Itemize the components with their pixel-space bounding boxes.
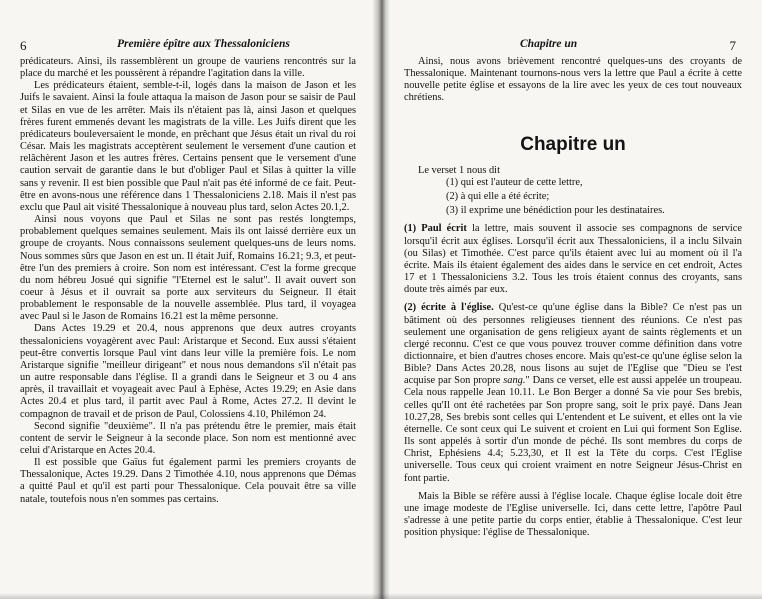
left-page xyxy=(0,0,378,599)
section-2-paragraph xyxy=(404,302,742,484)
right-page-number: 7 xyxy=(729,38,736,53)
list-item: (3) il exprime une bénédiction pour les destinataires. xyxy=(446,205,665,217)
paragraph: Il est possible que Gaïus fut également parmi les premiers croyants de Thessalonique, Actes 19.29. Dans 2 Timothée 4.10, nous apprenons que Démas a quitté Paul et qu'il est parti pour Thessalonique. Cela pouvait être sa ville natale, toutefois nous n'en sommes pas certains. xyxy=(20,457,356,505)
verse-intro: Le verset 1 nous dit xyxy=(418,164,500,176)
section-2-italic: sang. xyxy=(503,375,526,387)
right-page xyxy=(378,0,762,599)
paragraph: Dans Actes 19.29 et 20.4, nous apprenons que deux autres croyants thessaloniciens voyagèrent avec Paul: Aristarque et Second. Eux aussi s'étaient peut-être convertis lorsque Paul vint dans leur ville la première fois. Le nom Aristarque signifie "meilleur dirigeant" et nous nous demandons s'il n'était pas un autre responsable dans l'église. Il a grandi dans le Seigneur et 3 ou 4 ans après, il travaillait et voyageait avec Paul à Ephèse, Actes 19.29; en Asie dans Actes 20.4 et plus tard, il partit avec Paul à Rome, Actes 27.2. Il devint le compagnon de travail et de prison de Paul, Colossiens 4.10, Philémon 24. xyxy=(20,323,356,420)
paragraph: prédicateurs. Ainsi, ils rassemblèrent un groupe de vauriens rencontrés sur la place du marché et les poussèrent à répandre l'agitation dans la ville. xyxy=(20,56,356,80)
left-page-body xyxy=(20,56,356,506)
section-1-text: la lettre, mais souvent il associe ses compagnons de service lorsqu'il écrit aux églises. Lorsqu'il écrit aux Thessaloniciens, il a inclu Silvain (ou Silas) et Timothée. C'est parce qu'ils étaient avec lui au moment où il l'a écrite. Mais ils étaient également des aides dans le service en cet endroit, Actes 17 et 1 Thessaloniciens 3.2. Tous les trois étaient connus des croyants, sans doute très aimés par eux. xyxy=(404,223,743,296)
section-1-label: (1) Paul écrit xyxy=(404,223,467,235)
paragraph: Ainsi nous voyons que Paul et Silas ne sont pas restés longtemps, probablement quelques semaines seulement. Mais ils ont laissé derrière eux un groupe de croyants. Nous connaissons seulement quelques-uns de leurs noms. Nous sommes sûrs que Jason en est un. Il était Juif, Romains 16.21; 9.3, et peut-être l'un des premiers à croire. Son nom est intéressant. C'est la forme grecque du nom hébreu Josué qui signifie "l'Eternel est le salut". Il avait ouvert son coeur à Jésus et il ouvrait sa porte aux serviteurs du Seigneur. Il était probablement le responsable de la nouvelle assemblée. Plus tard, il voyagea avec Paul si le Jason de Romains 16.21 est la même personne. xyxy=(20,214,356,323)
list-item: (1) qui est l'auteur de cette lettre, xyxy=(446,176,583,188)
right-page-body xyxy=(404,56,742,539)
intro-paragraph: Ainsi, nous avons brièvement rencontré quelques-uns des croyants de Thessalonique. Maintenant tournons-nous vers la lettre que Paul a écrite à cette nouvelle petite église et essayons de la lire avec les yeux de ces tout nouveaux chrétiens. xyxy=(404,56,742,104)
left-running-title: Première épître aux Thessaloniciens xyxy=(117,38,290,50)
book-gutter xyxy=(372,0,390,599)
right-running-title: Chapitre un xyxy=(520,38,578,50)
chapter-heading: Chapitre un xyxy=(520,133,626,155)
section-1-paragraph xyxy=(404,223,742,296)
page-edge-shadow xyxy=(0,593,762,599)
closing-paragraph: Mais la Bible se réfère aussi à l'église locale. Chaque église locale doit être une image modeste de l'Eglise universelle. Ici, dans cette lettre, l'apôtre Paul s'adresse à une petite partie du corps entier, établie à Thessalonique. C'est leur position physique: l'église de Thessalonique. xyxy=(404,490,742,539)
verse-points-list xyxy=(404,177,742,217)
paragraph: Les prédicateurs étaient, semble-t-il, logés dans la maison de Jason et les Juifs le savaient. Ainsi la foule attaqua la maison de Jason pour se saisir de Paul et Silas en vue de les arrêter. Mais ils n'étaient pas là, ainsi Jason et quelques frères furent emmenés devant les magistrats de la ville. Les Juifs dirent que les prédicateurs bouleversaient le monde, en prêchant que Jésus était un rival du roi César. Mais les magistrats acceptèrent seulement le versement d'une caution et relâchèrent Jason et les autres frères. Certains pensent que le versement d'une caution servait de garantie dans le but d'obliger Paul et Silas à quitter la ville sans y revenir. Il est bien possible que Paul n'ait pas été informé de ce fait. Peut-être en avons-nous une référence dans 1 Thessaloniciens 2.18. Mais il n'est pas exclu que Paul ait visité Thessalonique à nouveau plus tard, selon Actes 20.1,2. xyxy=(20,80,356,213)
paragraph: Second signifie "deuxième". Il n'a pas prétendu être le premier, mais était content de servir le Seigneur à la seconde place. Son nom est mentionné avec celui d'Aristarque en Actes 20.4. xyxy=(20,420,356,456)
section-2-label: (2) écrite à l'église. xyxy=(404,302,494,314)
section-2-text-b: " Dans ce verset, elle est aussi appelée un troupeau. Cela nous rappelle Jean 10.11. Le Bon Berger a donné Sa vie pour Ses brebis, celles qu'Il ont été rachetées par Son propre sang, soit le prix payé. Dans Jean 10.27,28, Ses brebis sont celles qui L'entendent et Le suivent, et elles ont la vie éternelle. Ce sont ceux qui Le suivent et croient en Lui qui forment Son Eglise. Ils sont appelés à sortir d'un monde de péché. Ils sont membres du corps de Christ, Ephésiens 4.4; 5.23,30, et Il est la Tête du corps. C'est l'Eglise universelle. Tous ceux qui croient vraiment en notre Seigneur Jésus-Christ en font partie. xyxy=(404,375,742,484)
list-item: (2) à qui elle a été écrite; xyxy=(446,191,550,203)
left-page-number: 6 xyxy=(20,38,27,53)
section-2-text-a: Qu'est-ce qu'une église dans la Bible? Ce n'est pas un bâtiment où des personnes religieuses tiennent des réunions. Ce n'est pas seulement une organisation de gens religieux ayant de saints règlements et un clergé reconnu. C'est ce que vous pouvez trouver comme définition dans votre dictionnaire, et bien d'autres choses encore. Mais qu'est-ce qu'une église selon la Bible? Dans Actes 20.28, nous lisons au sujet de l'Eglise que "Dieu se l'est acquise par Son propre xyxy=(404,302,742,387)
